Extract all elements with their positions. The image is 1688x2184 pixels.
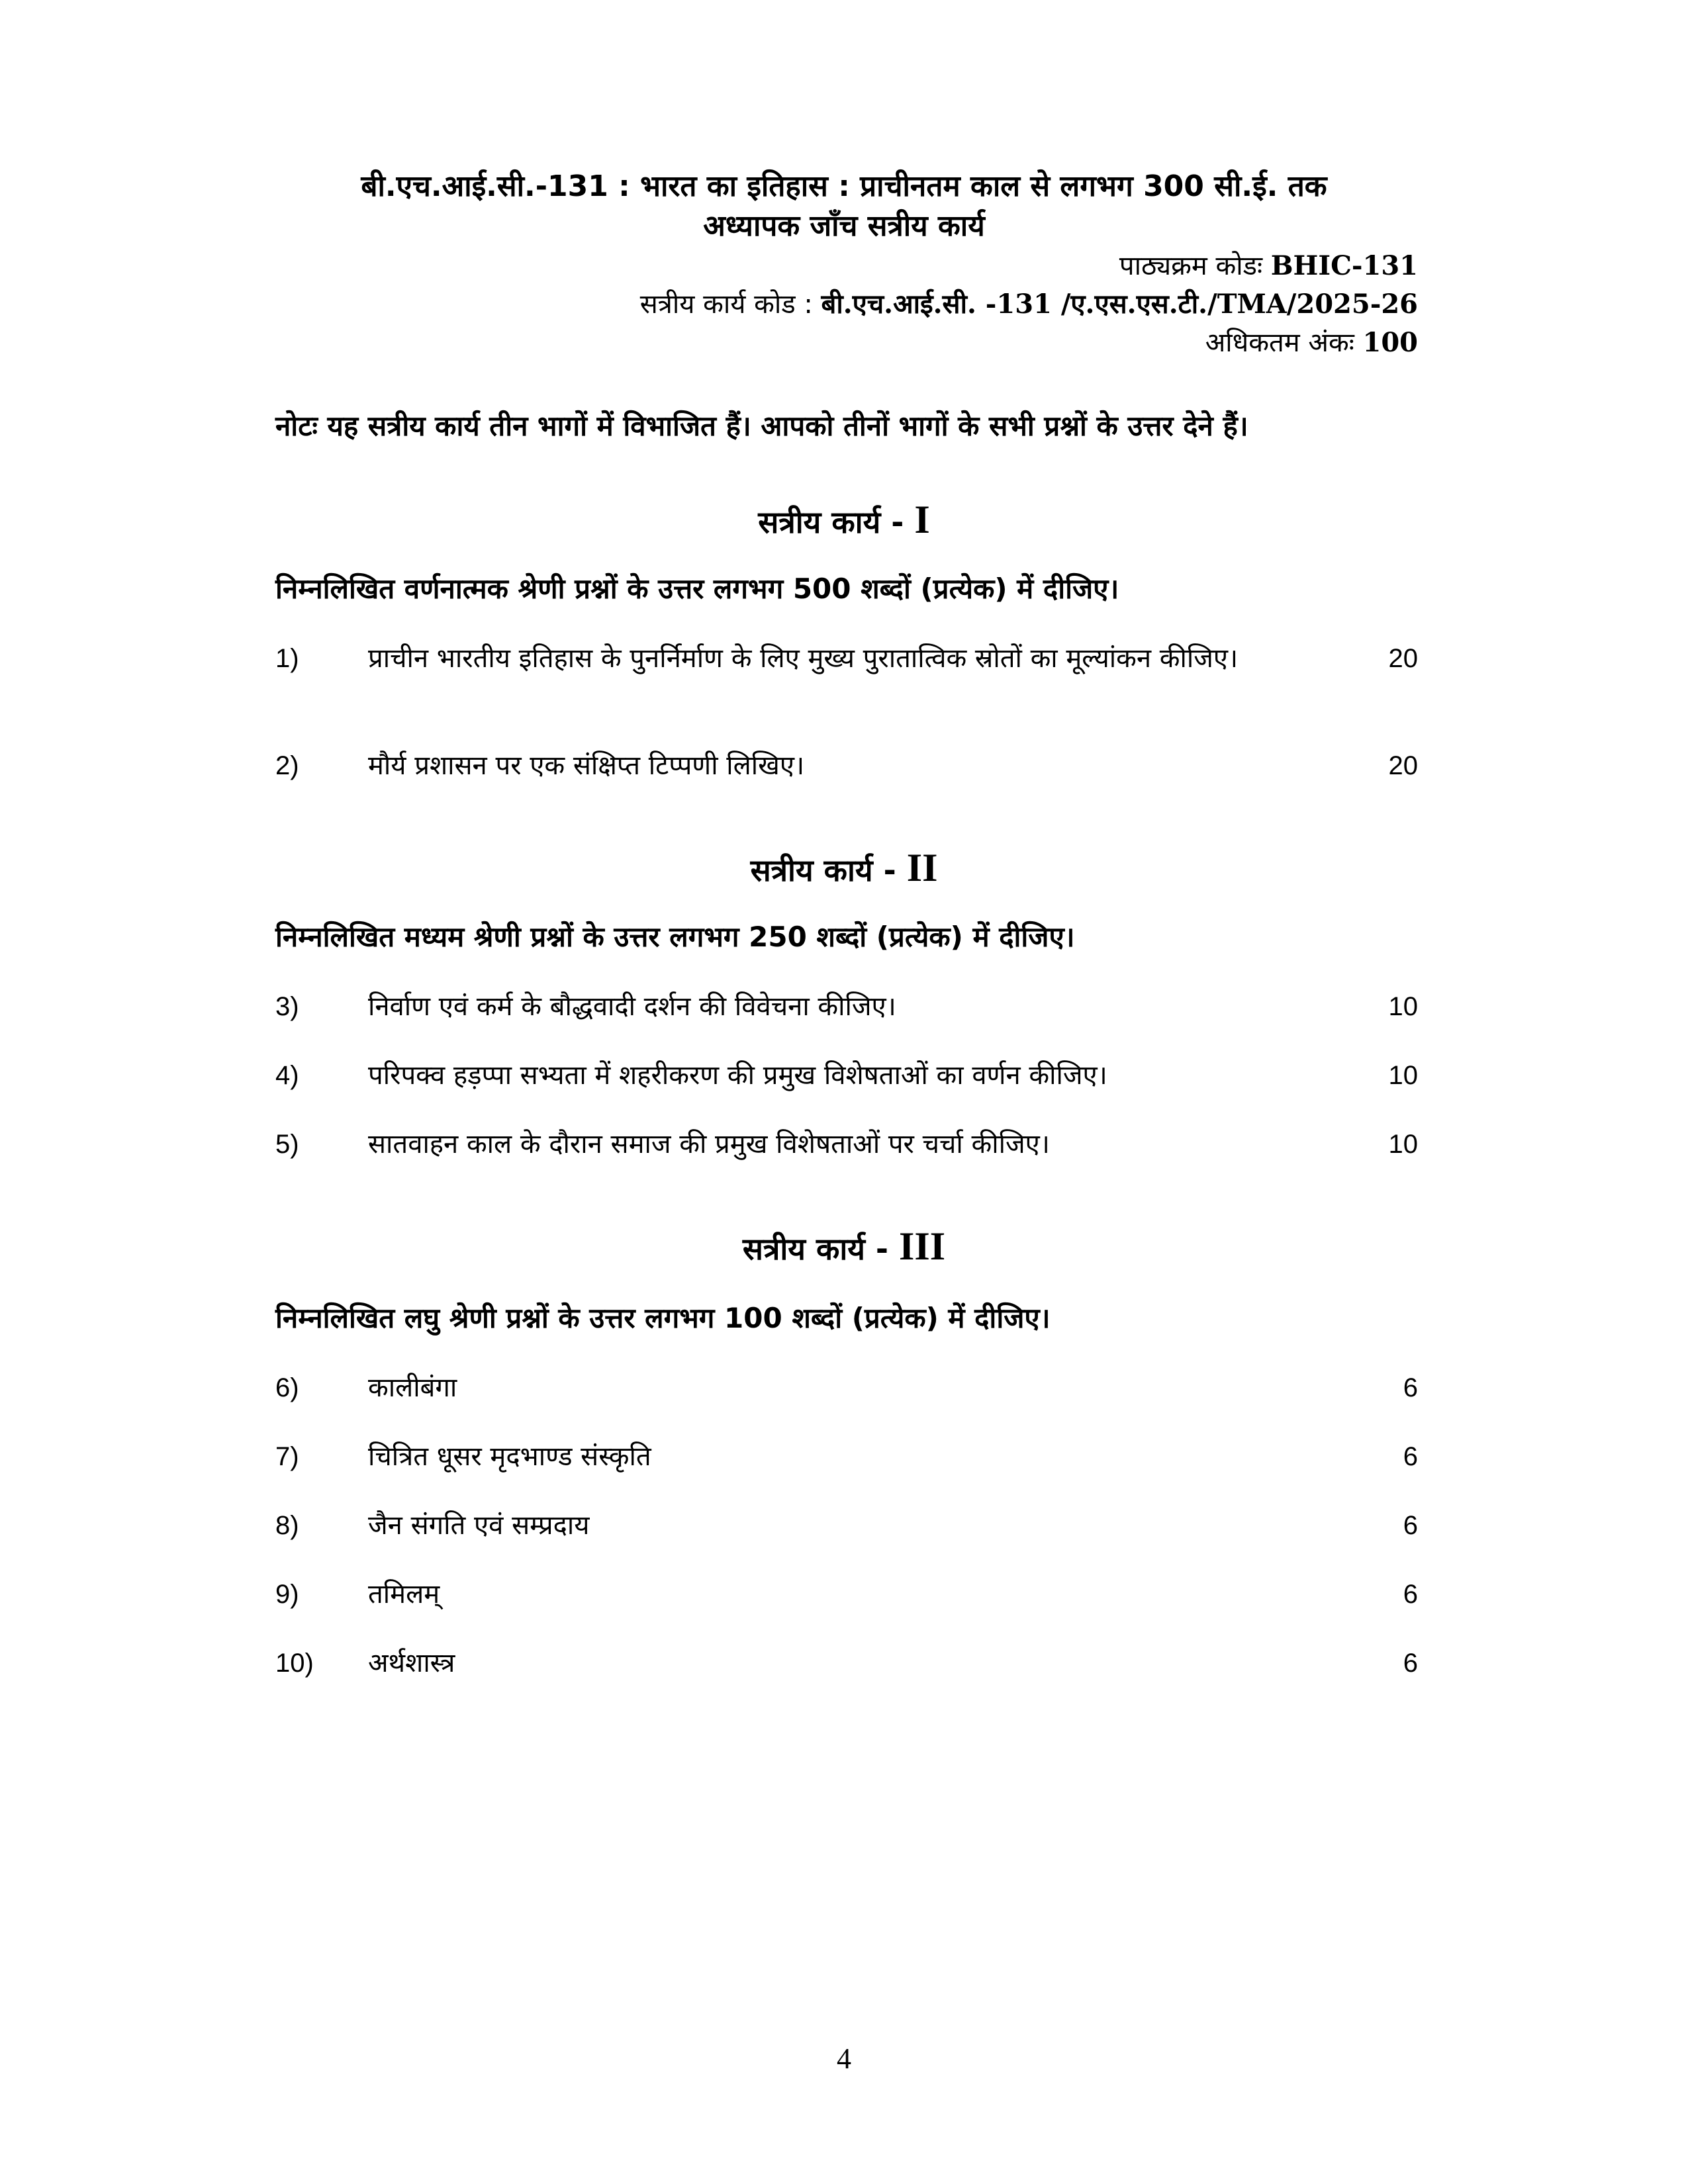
course-code-label: पाठ्यक्रम कोडः (1119, 251, 1263, 281)
question-item-1 (275, 639, 1418, 678)
question-text: तमिलम् (368, 1579, 440, 1610)
question-number: 2) (275, 751, 299, 780)
section-roman-numeral: I (914, 498, 930, 541)
section-heading-2 (265, 844, 1423, 893)
question-text: प्राचीन भारतीय इतिहास के पुनर्निर्माण के लिए मुख्य पुरातात्विक स्रोतों का मूल्यांकन कीजिए। (368, 643, 1239, 674)
question-item-7 (275, 1437, 1418, 1476)
question-text: निर्वाण एवं कर्म के बौद्धवादी दर्शन की विवेचना कीजिए। (368, 991, 896, 1022)
question-text: चित्रित धूसर मृदभाण्ड संस्कृति (368, 1441, 651, 1472)
document-subtitle: अध्यापक जाँच सत्रीय कार्य (703, 209, 985, 243)
question-marks: 6 (1403, 1511, 1418, 1540)
question-marks: 10 (1388, 1130, 1418, 1159)
question-item-3 (275, 987, 1418, 1026)
section-heading-label: सत्रीय कार्य - (742, 1231, 889, 1267)
page-number: 4 (837, 2042, 851, 2075)
question-item-4 (275, 1056, 1418, 1095)
question-marks: 20 (1388, 751, 1418, 780)
question-item-10 (275, 1644, 1418, 1682)
question-number: 7) (275, 1442, 299, 1471)
question-text: अर्थशास्त्र (368, 1648, 455, 1678)
question-marks: 20 (1388, 644, 1418, 673)
question-number: 8) (275, 1511, 299, 1540)
question-number: 1) (275, 644, 299, 673)
section-roman-numeral: III (899, 1224, 946, 1268)
question-marks: 6 (1403, 1373, 1418, 1402)
course-title: बी.एच.आई.सी.-131 : भारत का इतिहास : प्राचीनतम काल से लगभग 300 सी.ई. तक (361, 169, 1327, 203)
assignment-code-line (640, 286, 1418, 323)
section-roman-numeral: II (906, 846, 938, 889)
section-instruction-2: निम्नलिखित मध्यम श्रेणी प्रश्नों के उत्तर लगभग 250 शब्दों (प्रत्येक) में दीजिए। (275, 921, 1075, 953)
section-heading-label: सत्रीय कार्य - (758, 504, 904, 540)
section-instruction-1: निम्नलिखित वर्णनात्मक श्रेणी प्रश्नों के उत्तर लगभग 500 शब्दों (प्रत्येक) में दीजिए। (275, 572, 1119, 605)
question-text: परिपक्व हड़प्पा सभ्यता में शहरीकरण की प्रमुख विशेषताओं का वर्णन कीजिए। (368, 1060, 1107, 1091)
question-text: सातवाहन काल के दौरान समाज की प्रमुख विशेषताओं पर चर्चा कीजिए। (368, 1129, 1050, 1160)
question-marks: 6 (1403, 1649, 1418, 1678)
question-number: 4) (275, 1061, 299, 1090)
question-text: जैन संगति एवं सम्प्रदाय (368, 1510, 590, 1541)
section-heading-1 (265, 496, 1423, 545)
question-item-2 (275, 747, 1418, 785)
assignment-code-value: बी.एच.आई.सी. -131 /ए.एस.एस.टी./TMA/2025-26 (821, 289, 1418, 320)
section-heading-label: सत्रीय कार्य - (750, 852, 896, 888)
question-number: 10) (275, 1649, 314, 1678)
question-item-5 (275, 1125, 1418, 1163)
question-text: मौर्य प्रशासन पर एक संक्षिप्त टिप्पणी लिखिए। (368, 751, 805, 781)
section-instruction-3: निम्नलिखित लघु श्रेणी प्रश्नों के उत्तर लगभग 100 शब्दों (प्रत्येक) में दीजिए। (275, 1302, 1051, 1334)
assignment-code-label: सत्रीय कार्य कोड : (639, 289, 813, 320)
note-text: नोटः यह सत्रीय कार्य तीन भागों में विभाजित हैं। आपको तीनों भागों के सभी प्रश्नों के उत्तर देने हैं। (275, 410, 1248, 442)
max-marks-value: 100 (1362, 327, 1418, 358)
question-number: 6) (275, 1373, 299, 1402)
question-number: 9) (275, 1580, 299, 1609)
question-marks: 6 (1403, 1580, 1418, 1609)
max-marks-line (1205, 324, 1418, 361)
question-marks: 10 (1388, 1061, 1418, 1090)
question-item-9 (275, 1575, 1418, 1614)
question-item-8 (275, 1506, 1418, 1545)
question-marks: 6 (1403, 1442, 1418, 1471)
question-number: 5) (275, 1130, 299, 1159)
max-marks-label: अधिकतम अंकः (1205, 328, 1354, 358)
course-code-value: BHIC-131 (1270, 250, 1418, 281)
question-item-6 (275, 1369, 1418, 1407)
course-code-line (1119, 248, 1418, 285)
question-text: कालीबंगा (368, 1373, 457, 1403)
section-heading-3 (265, 1223, 1423, 1272)
question-number: 3) (275, 992, 299, 1021)
question-marks: 10 (1388, 992, 1418, 1021)
